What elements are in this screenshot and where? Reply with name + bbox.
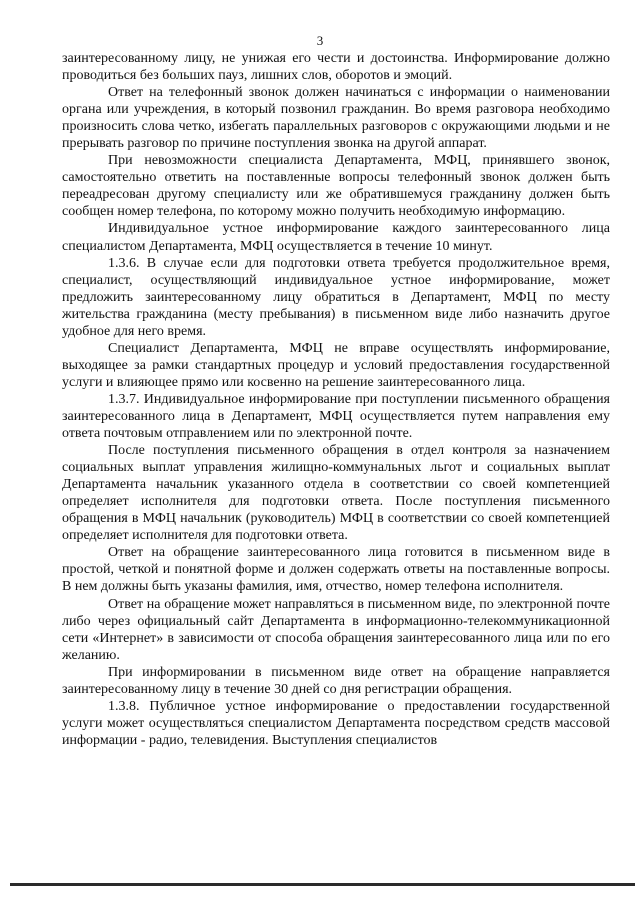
paragraph-8: После поступления письменного обращения в отдел контроля за назначением социальных выплат управления жилищно-коммунальных льгот и социальных выплат Департамента начальник указанного отдела в соответствии со своей компетенцией определяет исполнителя для подготовки ответа. После поступления письменного обращения в МФЦ начальник (руководитель) МФЦ в соответствии со своей компетенцией определяет исполнителя для подготовки ответа. (62, 443, 610, 544)
paragraph-5: 1.3.6. В случае если для подготовки ответа требуется продолжительное время, специалист, осуществляющий индивидуальное устное информирование, может предложить заинтересованному лицу обратиться в Департамент, МФЦ по месту жительства гражданина (месту пребывания) в письменном виде либо назначить другое удобное для него время. (62, 255, 610, 339)
paragraph-11: При информировании в письменном виде ответ на обращение направляется заинтересованному лицу в течение 30 дней со дня регистрации обращения. (62, 664, 610, 697)
paragraph-9: Ответ на обращение заинтересованного лица готовится в письменном виде в простой, четкой и понятной форме и должен содержать ответы на поставленные вопросы. В нем должны быть указаны фамилия, имя, отчество, номер телефона исполнителя. (62, 545, 610, 595)
paragraph-7: 1.3.7. Индивидуальное информирование при поступлении письменного обращения заинтересованного лица в Департамент, МФЦ осуществляется путем направления ему ответа почтовым отправлением или по электронной почте. (62, 391, 610, 442)
paragraph-6: Специалист Департамента, МФЦ не вправе осуществлять информирование, выходящее за рамки стандартных процедур и условий предоставления государственной услуги и влияющее прямо или косвенно на решение заинтересованного лица. (62, 340, 610, 390)
paragraph-4: Индивидуальное устное информирование каждого заинтересованного лица специалистом Департамента, МФЦ осуществляется в течение 10 минут. (62, 221, 610, 254)
document-body (62, 50, 610, 749)
page-bottom-rule (10, 883, 635, 886)
paragraph-10: Ответ на обращение может направляться в письменном виде, по электронной почте либо через официальный сайт Департамента в информационно-телекоммуникационной сети «Интернет» в зависимости от способа обращения заинтересованного лица или по его желанию. (62, 596, 610, 663)
paragraph-3: При невозможности специалиста Департамента, МФЦ, принявшего звонок, самостоятельно ответить на поставленные вопросы телефонный звонок должен быть переадресован другому специалисту или же обратившемуся гражданину должен быть сообщен номер телефона, по которому можно получить необходимую информацию. (62, 153, 610, 220)
paragraph-12: 1.3.8. Публичное устное информирование о предоставлении государственной услуги может осуществляться специалистом Департамента посредством средств массовой информации - радио, телевидения. Выступления специалистов (62, 698, 610, 748)
paragraph-2: Ответ на телефонный звонок должен начинаться с информации о наименовании органа или учреждения, в который позвонил гражданин. Во время разговора необходимо произносить слова четко, избегать параллельных разговоров с окружающими людьми и не прерывать разговор по причине поступления звонка на другой аппарат. (62, 85, 610, 152)
page-number: 3 (316, 33, 324, 48)
paragraph-1: заинтересованному лицу, не унижая его чести и достоинства. Информирование должно проводиться без больших пауз, лишних слов, оборотов и эмоций. (62, 51, 610, 84)
